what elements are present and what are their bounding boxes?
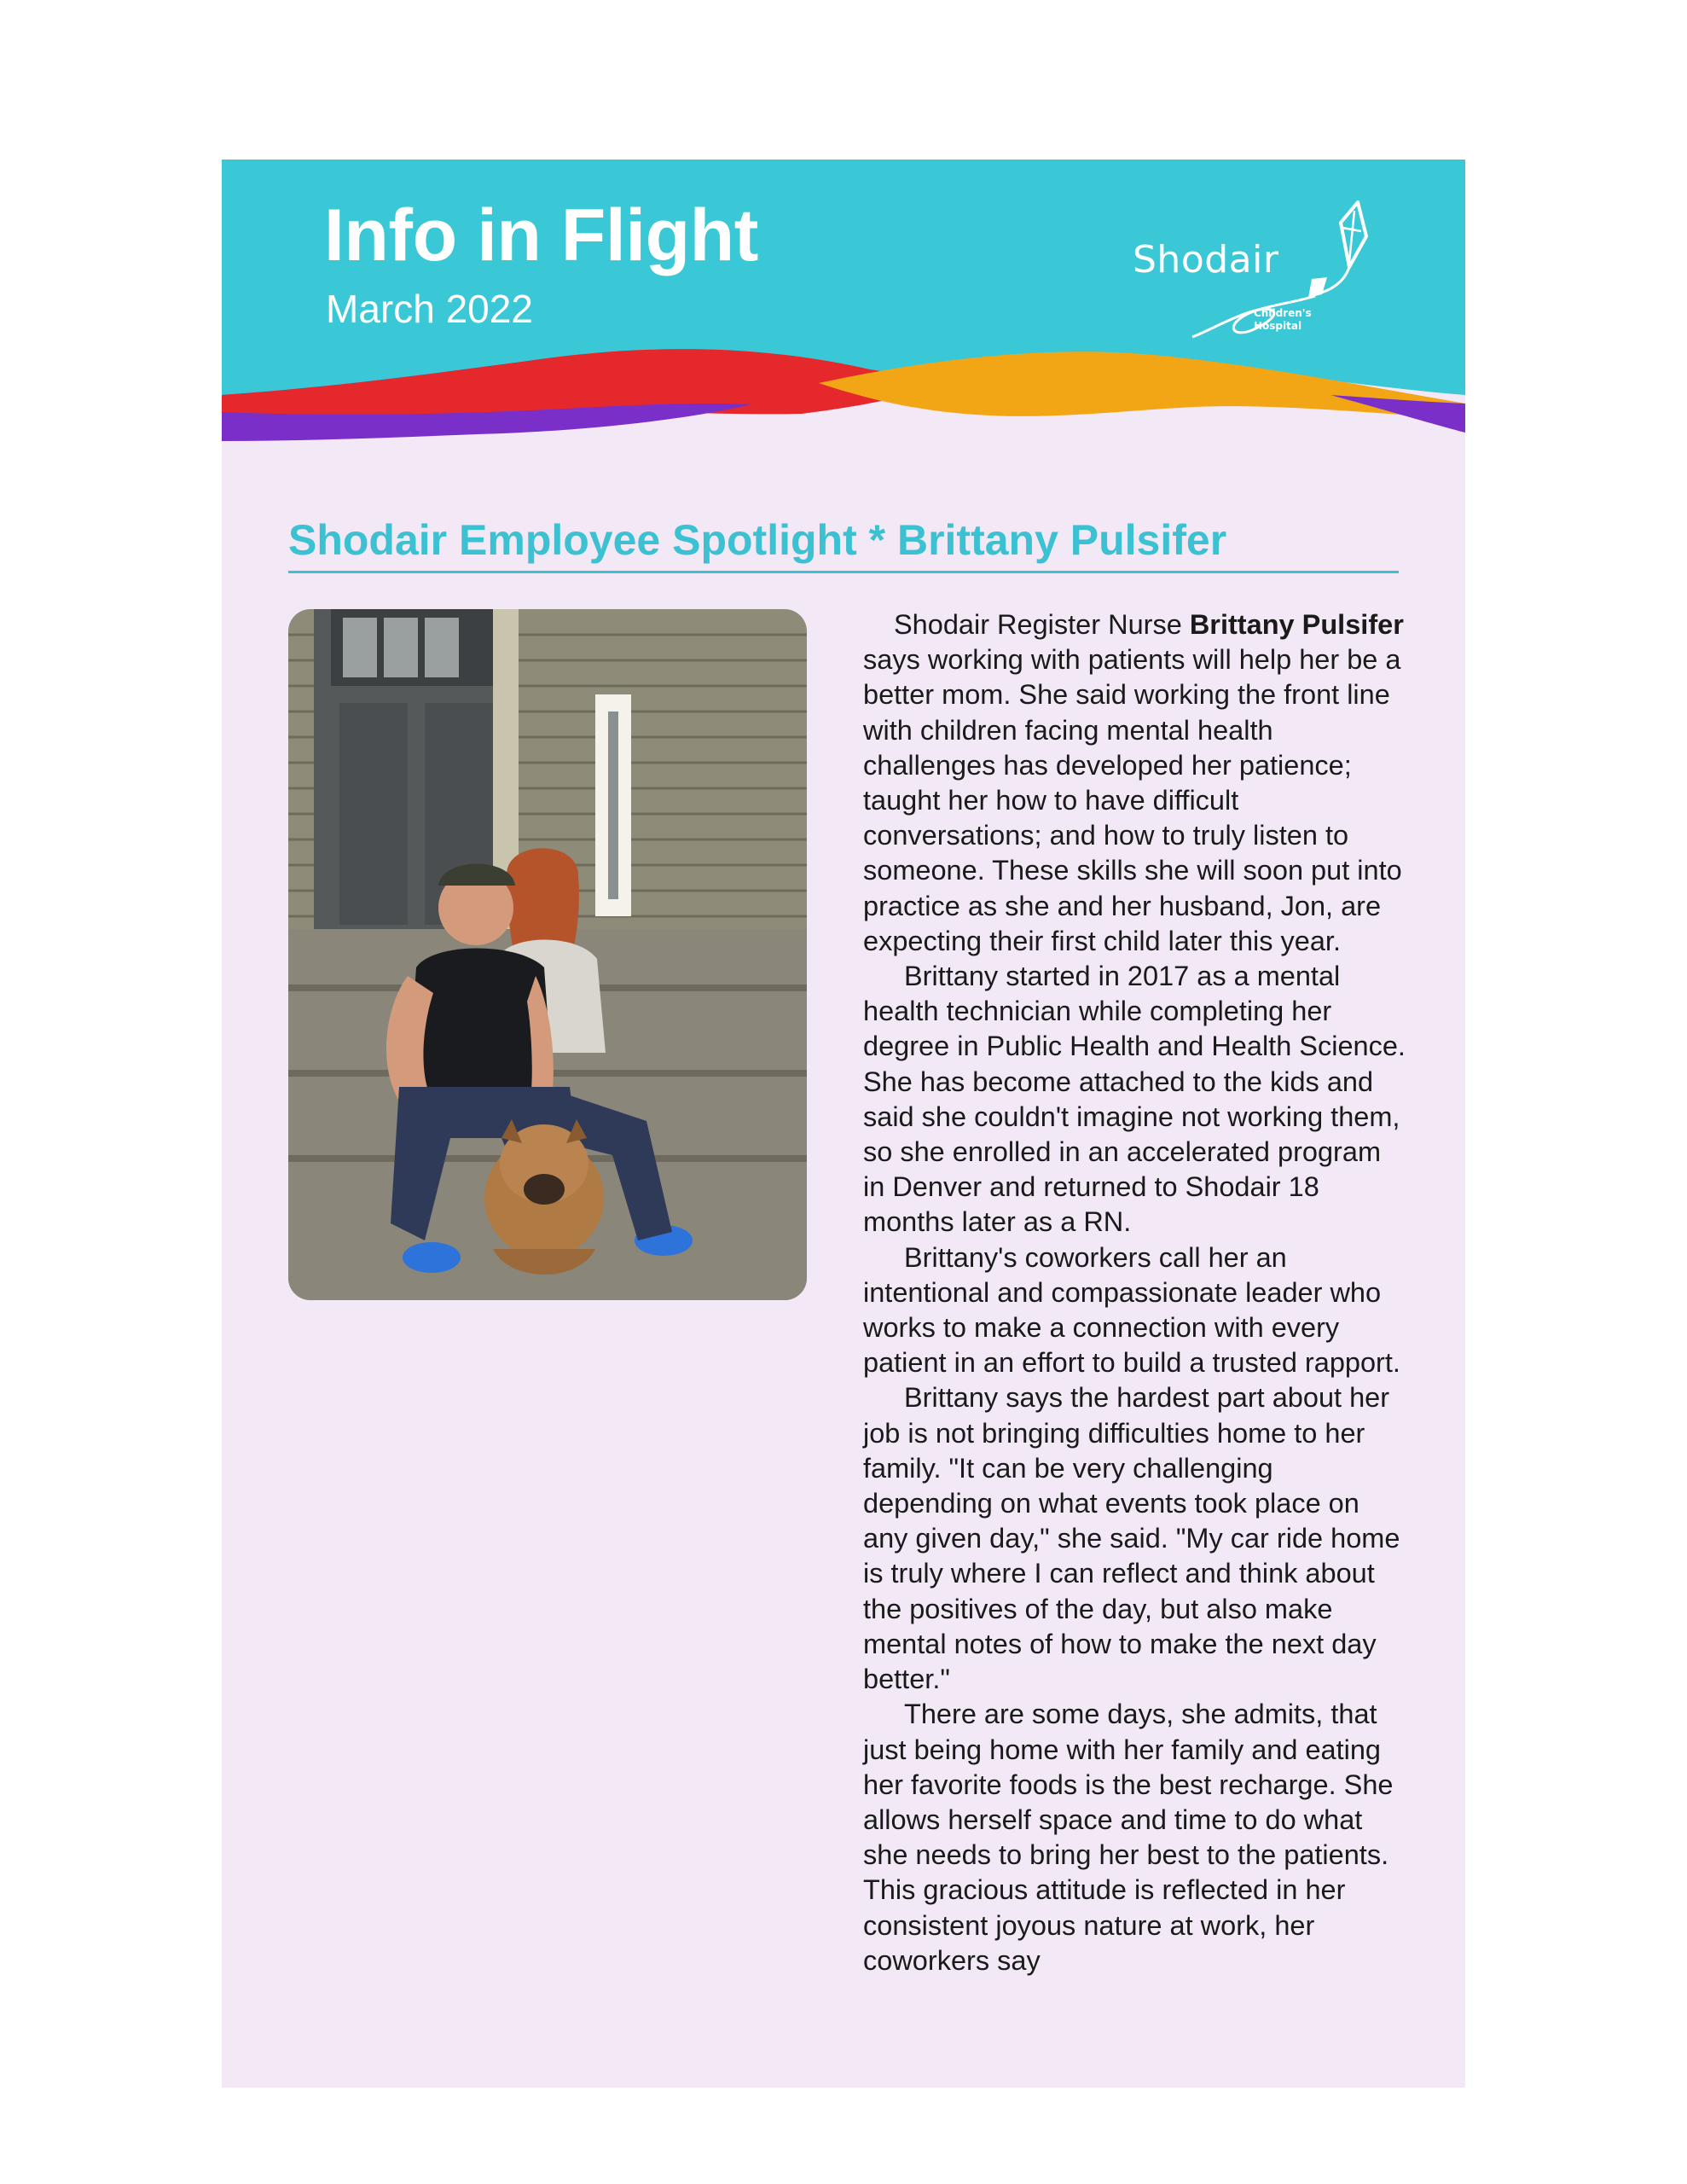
family-photo-illustration — [288, 609, 807, 1300]
spotlight-heading: Shodair Employee Spotlight * Brittany Pulsifer — [288, 516, 1399, 573]
logo-wordmark: Shodair — [1133, 238, 1279, 282]
logo-subtitle-line1: Children's — [1254, 307, 1312, 319]
newsletter-title: Info in Flight — [324, 195, 758, 276]
employee-name: Brittany Pulsifer — [1189, 609, 1404, 640]
spotlight-article — [863, 607, 1409, 1978]
article-paragraph-4: Brittany says the hardest part about her job is not bringing difficulties home to her family. "It can be very challenging depending on what events took place on any given day," she said. "My car ride home is truly where I can reflect and think about the positives of the day, but also make mental notes of how to make the next day better." — [863, 1382, 1400, 1695]
article-paragraph-5: There are some days, she admits, that just being home with her family and eating her favorite foods is the best recharge. She allows herself space and time to do what she needs to bring her best to the patients. This gracious attitude is reflected in her consistent joyous nature at work, her coworkers say — [863, 1699, 1394, 1976]
logo-subtitle — [1254, 307, 1312, 333]
article-p1-lead: Shodair Register Nurse — [894, 609, 1190, 640]
article-p1-body: says working with patients will help her be a better mom. She said working the front line with children facing mental health challenges has developed her patience; taught her how to have difficult conversations; and how to truly listen to someone. These skills she will soon put into practice as she and her husband, Jon, are expecting their first child later this year. — [863, 644, 1402, 956]
article-paragraph-3: Brittany's coworkers call her an intentional and compassionate leader who works to make a connection with every patient in an effort to build a trusted rapport. — [863, 1241, 1400, 1379]
logo-subtitle-line2: Hospital — [1254, 320, 1302, 332]
family-photo — [288, 609, 807, 1300]
masthead — [222, 160, 1465, 450]
issue-date: March 2022 — [326, 287, 533, 331]
newsletter-page — [222, 160, 1465, 2088]
article-paragraph-2: Brittany started in 2017 as a mental health technician while completing her degree in Public Health and Health Science. She has become attached to the kids and said she couldn't imagine not working them, so she enrolled in an accelerated program in Denver and returned to Shodair 18 months later as a RN. — [863, 961, 1406, 1238]
shodair-logo — [1126, 194, 1399, 347]
article-paragraph-1 — [863, 607, 1409, 959]
